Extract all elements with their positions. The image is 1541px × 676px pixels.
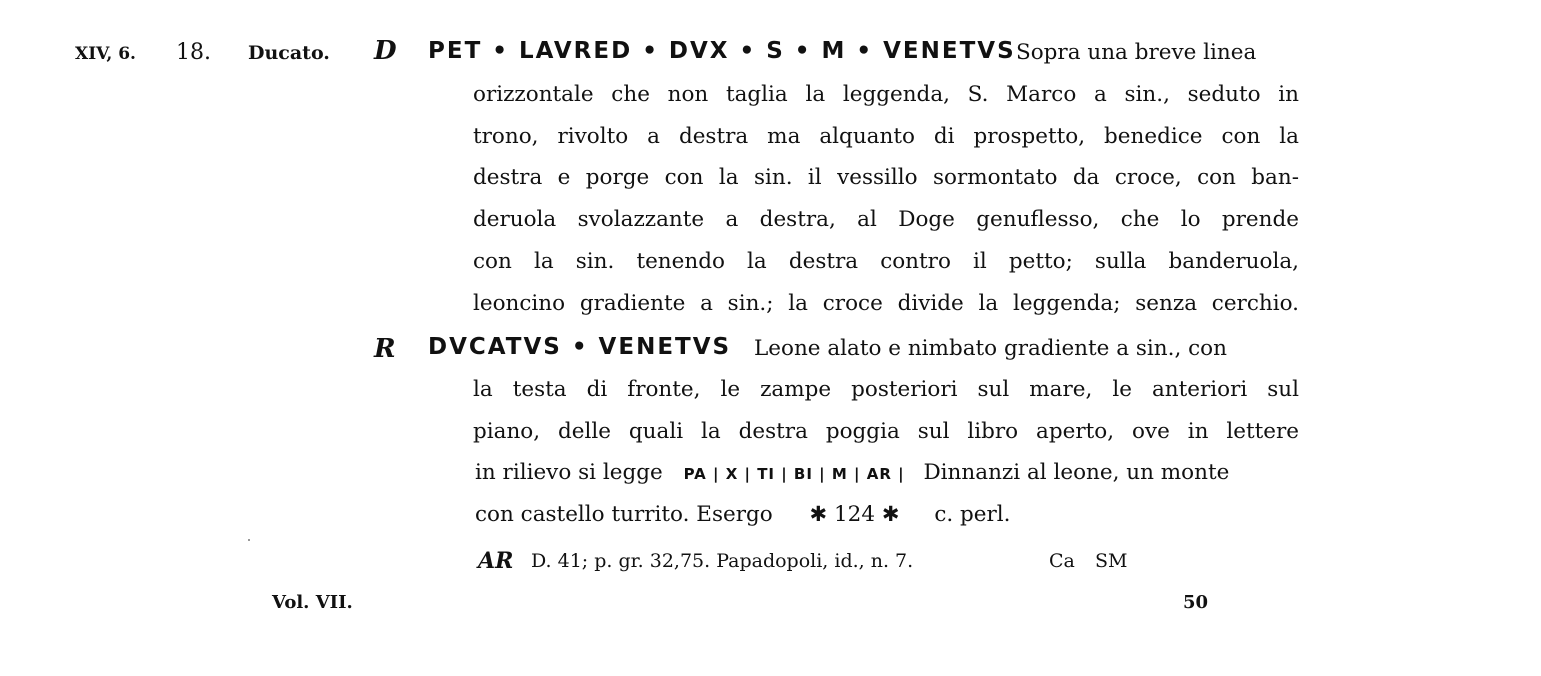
inscription-continuation: Dinnanzi al leone, un monte	[923, 460, 1230, 485]
coin-details: D. 41; p. gr. 32,75. Papadopoli, id., n. 7.	[531, 550, 914, 572]
reverse-legend: DVCATVS • VENETVS	[428, 334, 732, 360]
reverse-inscription-line	[475, 460, 1229, 485]
reverse-description-first-line: Leone alato e nimbato gradiente a sin., con	[754, 336, 1227, 361]
reverse-symbol: R	[374, 334, 396, 364]
obverse-description-line: trono, rivolto a destra ma alquanto di prospetto, benedice con la	[473, 124, 1299, 149]
page-number: 50	[1183, 592, 1209, 613]
volume-label: Vol. VII.	[272, 592, 353, 613]
metal-symbol: AR	[478, 548, 514, 574]
reverse-description-line: la testa di fronte, le zampe posteriori sul mare, le anteriori sul	[473, 377, 1299, 402]
exergue-number: 124	[833, 502, 876, 527]
star-icon: ✱	[881, 502, 900, 526]
exergue-intro: con castello turrito. Esergo	[475, 502, 773, 527]
obverse-legend: PET • LAVRED • DVX • S • M • VENETVS	[428, 38, 1016, 64]
book-inscription: PA | X | TI | BI | M | AR |	[683, 465, 905, 483]
denomination: Ducato.	[248, 42, 330, 64]
obverse-description-line: orizzontale che non taglia la leggenda, S. Marco a sin., seduto in	[473, 82, 1299, 107]
entry-number: 18.	[176, 40, 211, 65]
obverse-description-line: con la sin. tenendo la destra contro il petto; sulla banderuola,	[473, 249, 1299, 274]
reverse-exergue-line	[475, 502, 1011, 527]
obverse-description-line: leoncino gradiente a sin.; la croce divide la leggenda; senza cerchio.	[473, 291, 1299, 316]
inscription-intro: in rilievo si legge	[475, 460, 663, 485]
obverse-description-line: destra e porge con la sin. il vessillo sormontato da croce, con ban-	[473, 165, 1299, 190]
reverse-description-line: piano, delle quali la destra poggia sul libro aperto, ove in lettere	[473, 419, 1299, 444]
print-speck	[248, 539, 250, 541]
obverse-description-line: deruola svolazzante a destra, al Doge genuflesso, che lo prende	[473, 207, 1299, 232]
obverse-symbol: D	[374, 36, 397, 66]
collection-sm: SM	[1095, 550, 1128, 572]
obverse-description-first-line: Sopra una breve linea	[1016, 40, 1257, 65]
catalog-reference: XIV, 6.	[75, 44, 136, 64]
collection-mark: Ca	[1049, 550, 1075, 572]
star-icon: ✱	[809, 502, 828, 526]
exergue-ornament: c. perl.	[934, 502, 1011, 527]
